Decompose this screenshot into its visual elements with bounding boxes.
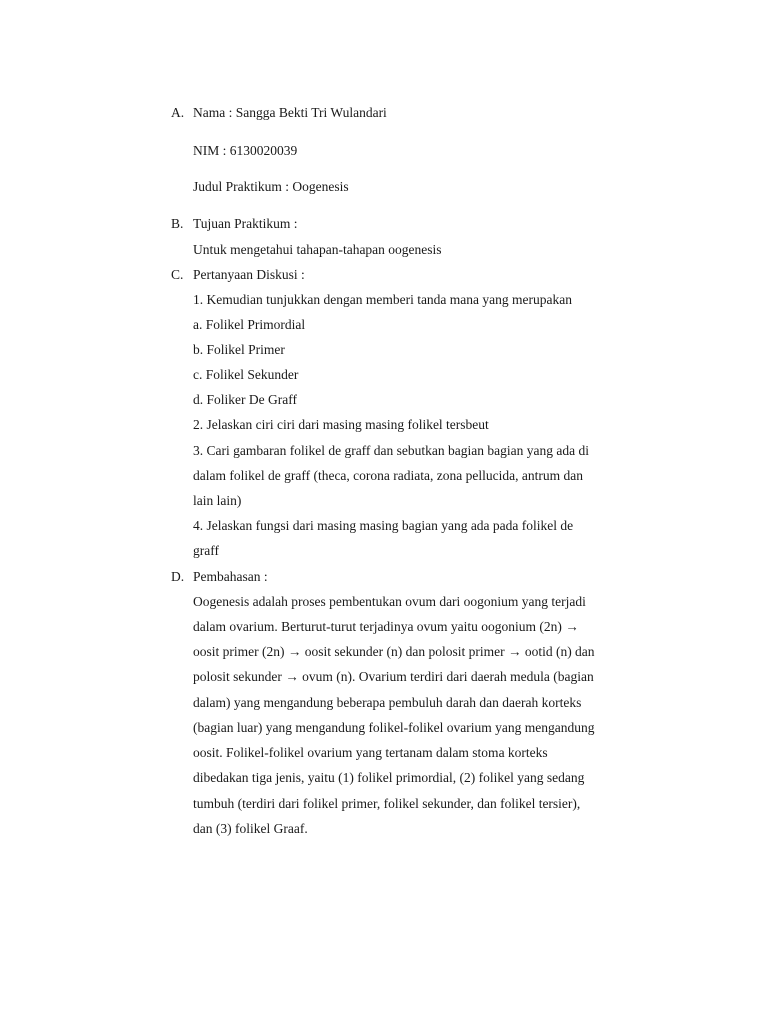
section-c-marker: C. (171, 267, 184, 282)
section-b-heading: Tujuan Praktikum : (193, 216, 298, 231)
discussion-line: dalam) yang mengandung beberapa pembuluh darah dan daerah korteks (193, 695, 582, 710)
question-line: c. Folikel Sekunder (193, 367, 299, 382)
discussion-line: dan (3) folikel Graaf. (193, 821, 308, 836)
discussion-line: tumbuh (terdiri dari folikel primer, folikel sekunder, dan folikel tersier), (193, 796, 581, 811)
discussion-line: dalam ovarium. Berturut-turut terjadinya ovum yaitu oogonium (2n) → (193, 619, 579, 634)
question-line: graff (193, 543, 219, 558)
question-line: lain lain) (193, 493, 242, 508)
discussion-line: polosit sekunder → ovum (n). Ovarium terdiri dari daerah medula (bagian (193, 669, 594, 684)
student-name-line: Nama : Sangga Bekti Tri Wulandari (193, 105, 387, 120)
discussion-line: Oogenesis adalah proses pembentukan ovum dari oogonium yang terjadi (193, 594, 586, 609)
student-nim-line: NIM : 6130020039 (193, 143, 298, 158)
question-line: dalam folikel de graff (theca, corona radiata, zona pellucida, antrum dan (193, 468, 583, 483)
practicum-title-line: Judul Praktikum : Oogenesis (193, 179, 349, 194)
question-line: 3. Cari gambaran folikel de graff dan sebutkan bagian bagian yang ada di (193, 443, 589, 458)
question-line: 4. Jelaskan fungsi dari masing masing bagian yang ada pada folikel de (193, 518, 574, 533)
section-b-marker: B. (171, 216, 184, 231)
question-line: d. Foliker De Graff (193, 392, 297, 407)
discussion-line: dibedakan tiga jenis, yaitu (1) folikel primordial, (2) folikel yang sedang (193, 770, 585, 785)
question-line: 2. Jelaskan ciri ciri dari masing masing folikel tersbeut (193, 417, 489, 432)
section-b-text: Untuk mengetahui tahapan-tahapan oogenesis (193, 242, 442, 257)
question-line: 1. Kemudian tunjukkan dengan memberi tanda mana yang merupakan (193, 292, 573, 307)
discussion-line: oosit. Folikel-folikel ovarium yang tertanam dalam stoma korteks (193, 745, 548, 760)
discussion-line: (bagian luar) yang mengandung folikel-folikel ovarium yang mengandung (193, 720, 595, 735)
section-d-marker: D. (171, 569, 185, 584)
question-line: a. Folikel Primordial (193, 317, 306, 332)
discussion-line: oosit primer (2n) → oosit sekunder (n) dan polosit primer → ootid (n) dan (193, 644, 595, 659)
section-c-heading: Pertanyaan Diskusi : (193, 267, 305, 282)
question-line: b. Folikel Primer (193, 342, 285, 357)
section-a-marker: A. (171, 105, 185, 120)
section-d-heading: Pembahasan : (193, 569, 268, 584)
